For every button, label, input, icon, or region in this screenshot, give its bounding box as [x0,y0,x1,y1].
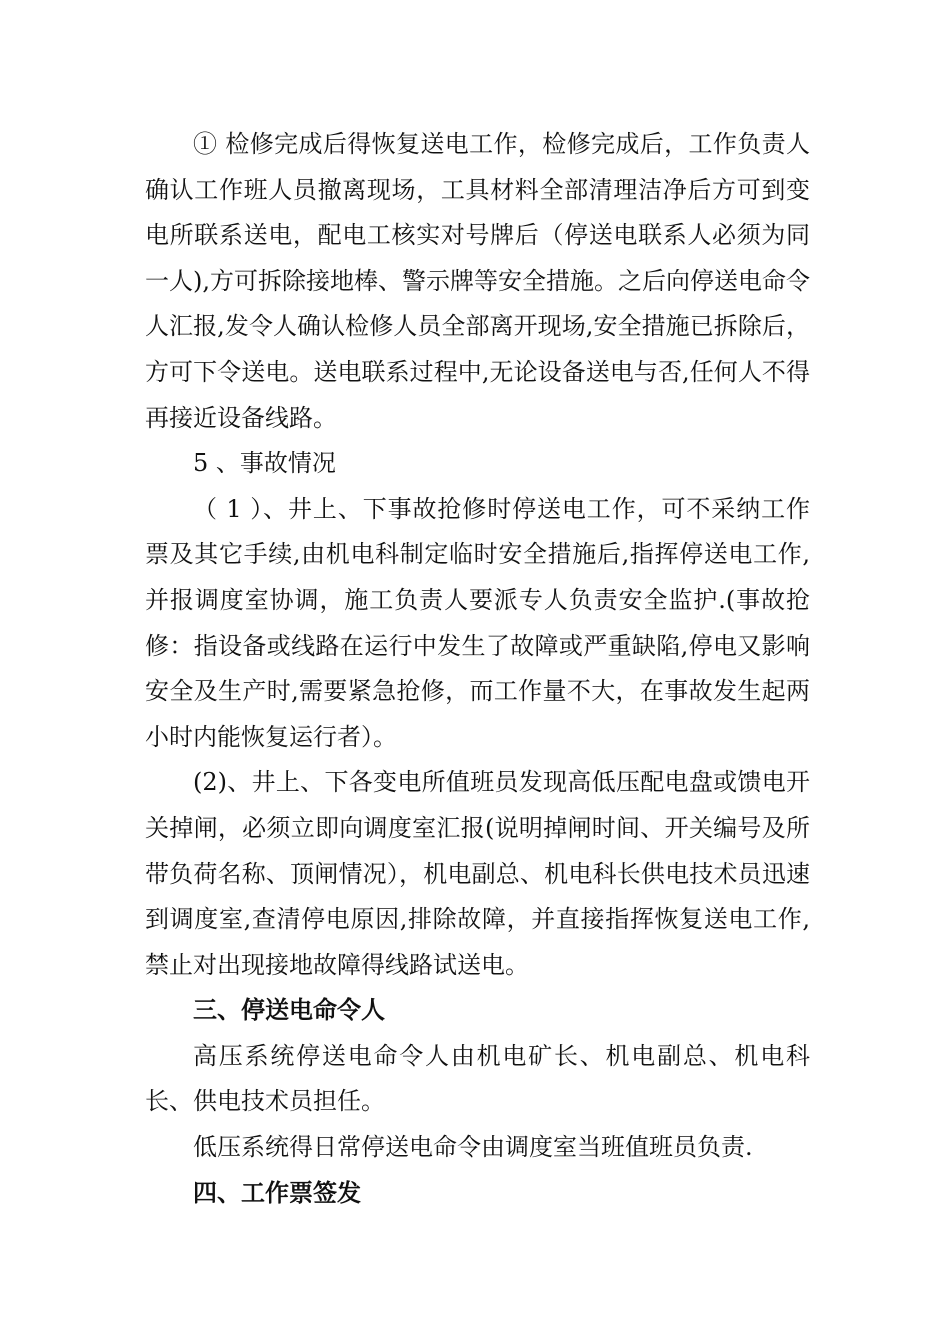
heading-command-person: 三、停送电命令人 [193,996,385,1025]
paragraph-low-voltage: 低压系统得日常停送电命令由调度室当班值班员负责. [193,1133,753,1162]
document-page [145,122,810,1216]
paragraph-accident-repair: （ 1 ）、井上、下事故抢修时停送电工作，可不采纳工作票及其它手续,由机电科制定临时安全措施后,指挥停送电工作,并报调度室协调，施工负责人要派专人负责安全监护.(事故抢修：指设备或线路在运行中发生了故障或严重缺陷,停电又影响安全及生产时,需要紧急抢修，而工作量不大，在事故发生起两小时内能恢复运行者）。 [145,494,810,751]
heading-work-ticket: 四、工作票签发 [193,1178,361,1207]
paragraph-accident-section: 5 、事故情况 [193,449,336,478]
paragraph-high-voltage: 高压系统停送电命令人由机电矿长、机电副总、机电科长、供电技术员担任。 [145,1041,810,1116]
paragraph-switch-trip: (2)、井上、下各变电所值班员发现高低压配电盘或馈电开关掉闸，必须立即向调度室汇报(说明掉闸时间、开关编号及所带负荷名称、顶闸情况），机电副总、机电科长供电技术员迅速到调度室,查清停电原因,排除故障，并直接指挥恢复送电工作,禁止对出现接地故障得线路试送电。 [145,768,810,979]
paragraph-restore-power: ① 检修完成后得恢复送电工作，检修完成后，工作负责人确认工作班人员撤离现场，工具材料全部清理洁净后方可到变电所联系送电，配电工核实对号牌后（停送电联系人必须为同一人),方可拆除接地棒、警示牌等安全措施。之后向停送电命令人汇报,发令人确认检修人员全部离开现场,安全措施已拆除后，方可下令送电。送电联系过程中,无论设备送电与否,任何人不得再接近设备线路。 [145,130,810,432]
